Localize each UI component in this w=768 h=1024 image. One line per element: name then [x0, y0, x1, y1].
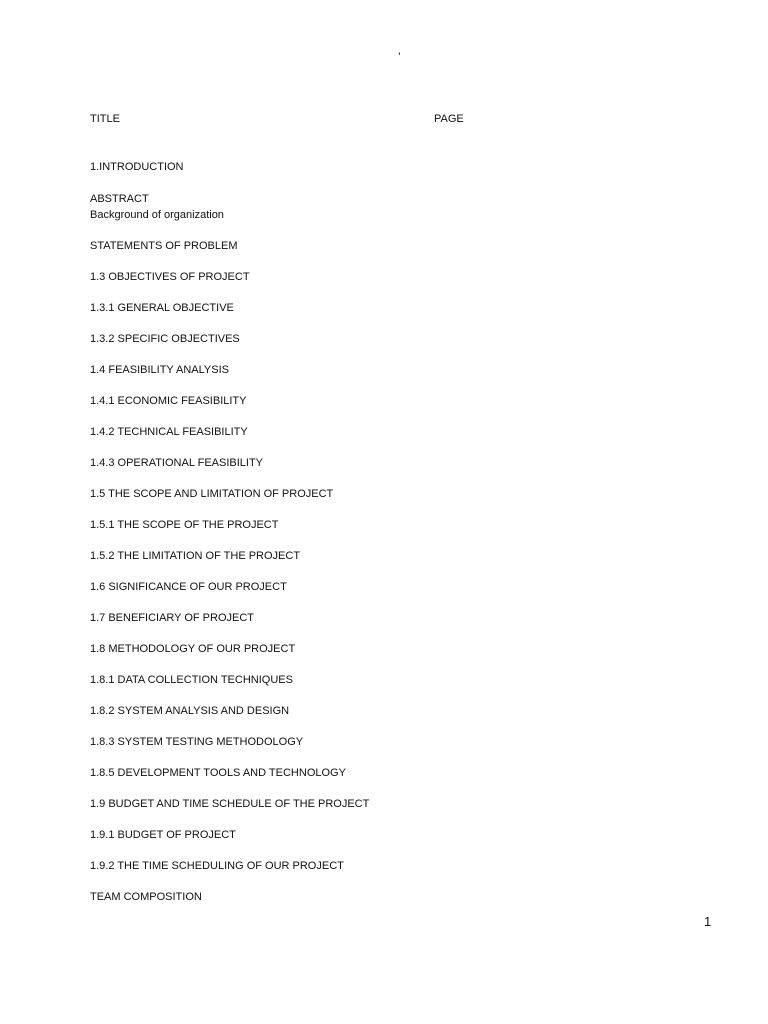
toc-entry: 1.4.1 ECONOMIC FEASIBILITY — [90, 395, 247, 407]
toc-entry: 1.4.2 TECHNICAL FEASIBILITY — [90, 426, 248, 438]
toc-entry: STATEMENTS OF PROBLEM — [90, 240, 238, 252]
toc-entry: 1.3.2 SPECIFIC OBJECTIVES — [90, 333, 240, 345]
toc-entry: 1.4.3 OPERATIONAL FEASIBILITY — [90, 457, 264, 469]
toc-entry: 1.8 METHODOLOGY OF OUR PROJECT — [90, 643, 296, 655]
toc-entry: 1.INTRODUCTION — [90, 161, 184, 173]
toc-entry: ABSTRACT — [90, 193, 149, 205]
toc-entry: Background of organization — [90, 209, 224, 221]
toc-page-column-header: PAGE — [434, 113, 464, 125]
toc-entry: 1.5.2 THE LIMITATION OF THE PROJECT — [90, 550, 301, 562]
toc-entry: 1.5.1 THE SCOPE OF THE PROJECT — [90, 519, 279, 531]
toc-entry: 1.5 THE SCOPE AND LIMITATION OF PROJECT — [90, 488, 334, 500]
toc-entry: 1.8.1 DATA COLLECTION TECHNIQUES — [90, 674, 293, 686]
toc-entry: 1.8.2 SYSTEM ANALYSIS AND DESIGN — [90, 705, 290, 717]
toc-entry: 1.4 FEASIBILITY ANALYSIS — [90, 364, 229, 376]
page-number: 1 — [704, 914, 712, 929]
top-mark: ’ — [398, 50, 401, 64]
toc-entry: 1.8.5 DEVELOPMENT TOOLS AND TECHNOLOGY — [90, 767, 346, 779]
toc-entry: 1.3 OBJECTIVES OF PROJECT — [90, 271, 250, 283]
toc-entry: 1.7 BENEFICIARY OF PROJECT — [90, 612, 255, 624]
toc-title-column-header: TITLE — [90, 113, 120, 125]
toc-entry: 1.8.3 SYSTEM TESTING METHODOLOGY — [90, 736, 304, 748]
toc-entry: 1.9.1 BUDGET OF PROJECT — [90, 829, 236, 841]
toc-entry: 1.9 BUDGET AND TIME SCHEDULE OF THE PROJECT — [90, 798, 370, 810]
toc-entry: 1.6 SIGNIFICANCE OF OUR PROJECT — [90, 581, 287, 593]
toc-entry: 1.9.2 THE TIME SCHEDULING OF OUR PROJECT — [90, 860, 344, 872]
toc-entry: 1.3.1 GENERAL OBJECTIVE — [90, 302, 234, 314]
toc-entry: TEAM COMPOSITION — [90, 891, 202, 903]
